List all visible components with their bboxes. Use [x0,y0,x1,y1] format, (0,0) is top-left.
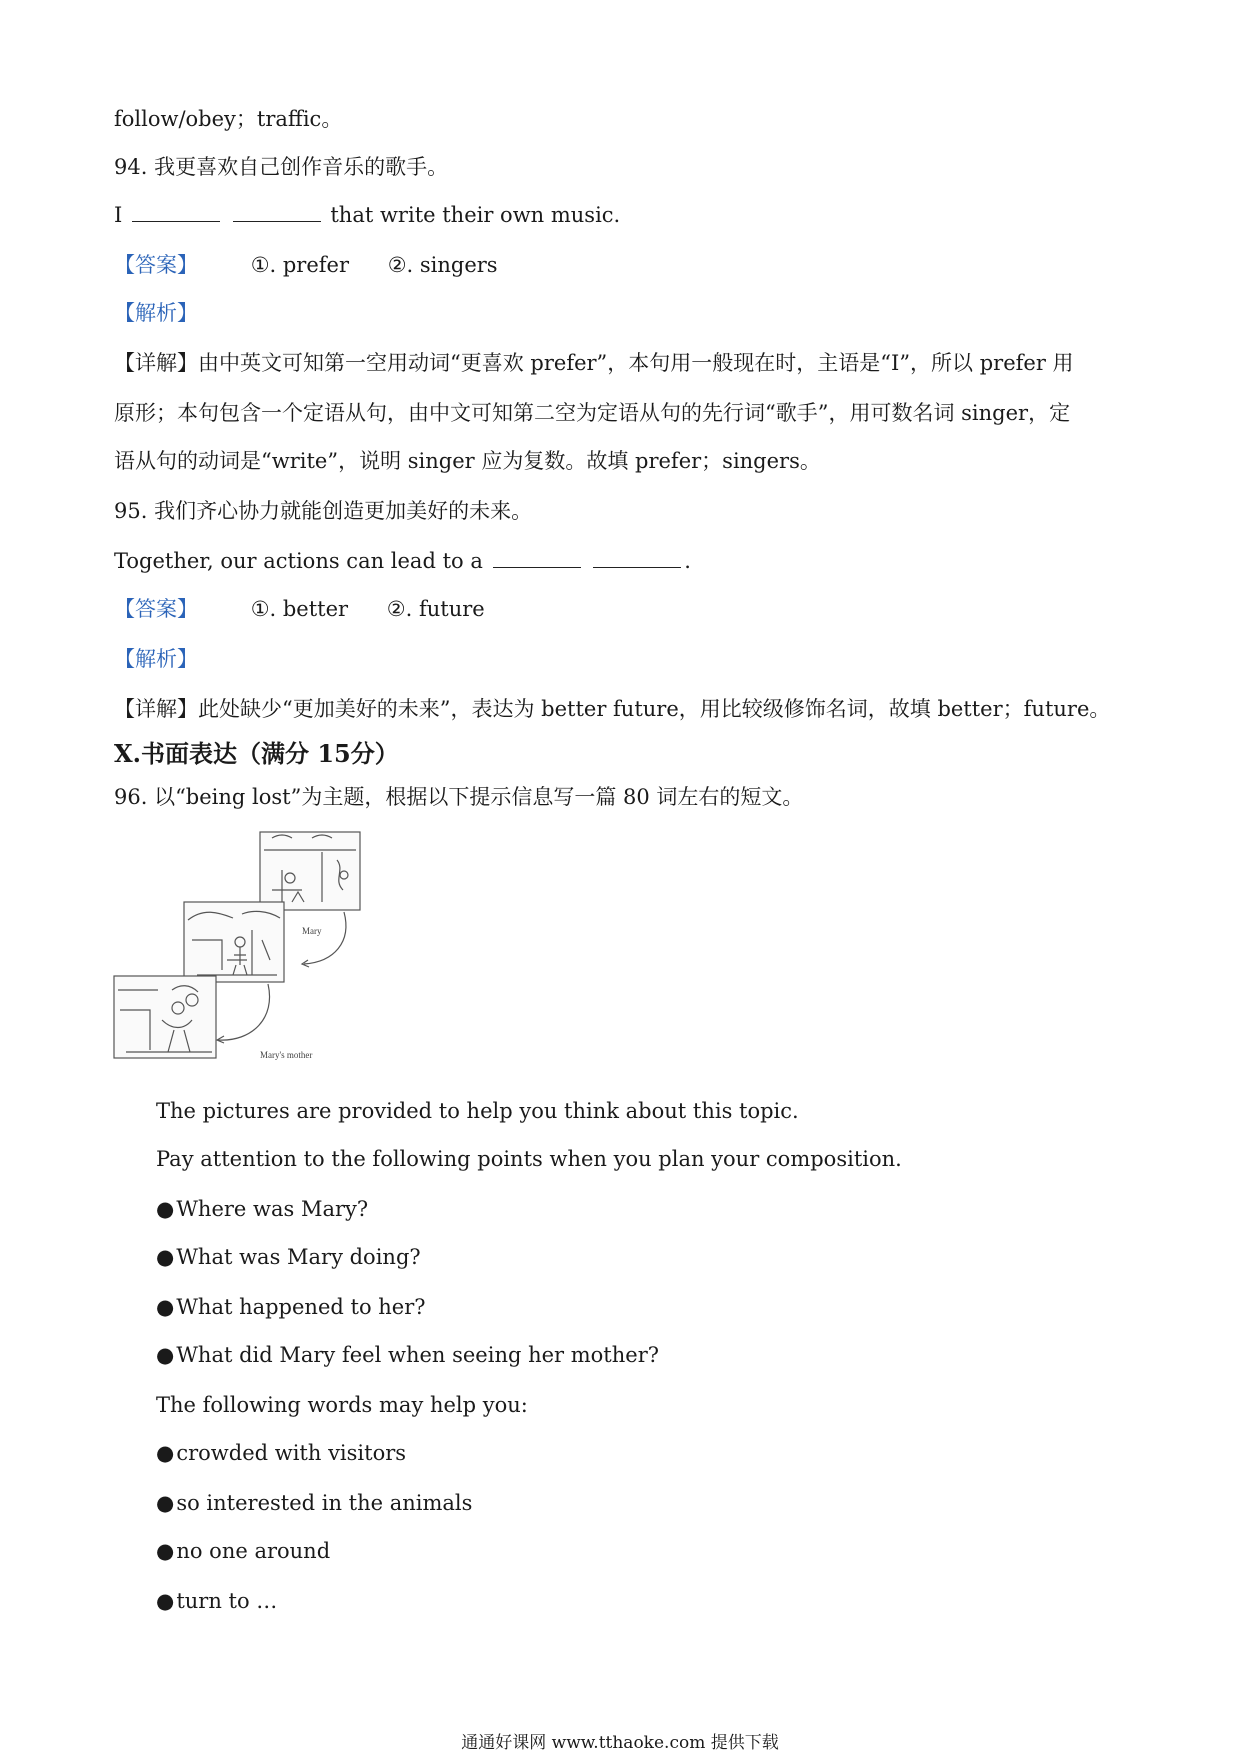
sentence-start: Together, our actions can lead to a [114,549,483,573]
story-pictures [112,830,372,1062]
question-94-sentence [114,200,620,230]
answer-tag: 【答案】 [114,253,198,277]
blank-1 [493,549,581,568]
point-text: What was Mary doing? [176,1245,421,1269]
word-item [156,1438,406,1468]
sentence-end: . [684,549,691,573]
bullet-icon: ● [156,1197,175,1221]
word-item [156,1586,277,1616]
question-94-detail [114,348,1074,378]
pic-label-mother: Mary's mother [260,1050,313,1060]
question-94-answer [114,250,498,280]
bullet-icon: ● [156,1491,175,1515]
blank-2 [593,549,681,568]
point-text: Where was Mary? [176,1197,369,1221]
sentence-start: I [114,203,123,227]
intro-text: The pictures are provided to help you think about this topic. [156,1099,799,1123]
word-text: crowded with visitors [176,1441,407,1465]
bullet-icon: ● [156,1343,175,1367]
bullet-icon: ● [156,1589,175,1613]
sentence-end: that write their own music. [330,203,621,227]
intro-text: Pay attention to the following points when you plan your composition. [156,1147,902,1171]
bullet-icon: ● [156,1245,175,1269]
words-intro: The following words may help you: [156,1393,528,1417]
bullet-icon: ● [156,1539,175,1563]
bullet-icon: ● [156,1295,175,1319]
word-text: so interested in the animals [176,1491,473,1515]
question-95-sentence [114,546,691,576]
section-title: X.书面表达（满分 15分） [114,739,399,768]
point-text: What happened to her? [176,1295,426,1319]
detail-text: 此处缺少“更加美好的未来”，表达为 better future，用比较级修饰名词，故填 better；future。 [198,697,1111,721]
detail-text: 由中英文可知第一空用动词“更喜欢 prefer”，本句用一般现在时，主语是“I”，所以 prefer 用 [198,351,1074,375]
detail-tag: 【详解】 [114,697,198,721]
picture-panel-1 [114,976,216,1058]
detail-tag: 【详解】 [114,351,198,375]
point-item [156,1242,421,1272]
answer-2: ②. singers [387,253,498,277]
answer-tag: 【答案】 [114,597,198,621]
answer-2: ②. future [386,597,485,621]
point-item [156,1340,659,1370]
question-96-prompt: 96. 以“being lost”为主题，根据以下提示信息写一篇 80 词左右的短文。 [114,785,804,809]
word-item [156,1536,330,1566]
word-item [156,1488,472,1518]
question-95-detail [114,694,1110,724]
detail-text: 语从句的动词是“write”，说明 singer 应为复数。故填 prefer；singers。 [114,449,821,473]
point-text: What did Mary feel when seeing her mother? [176,1343,659,1367]
answer-1: ①. prefer [250,253,350,277]
detail-text: 原形；本句包含一个定语从句，由中文可知第二空为定语从句的先行词“歌手”，用可数名词 singer，定 [114,401,1071,425]
bullet-icon: ● [156,1441,175,1465]
page-footer: 通通好课网 www.tthaoke.com 提供下载 [461,1733,779,1753]
pic-label-mary: Mary [302,926,322,936]
blank-1 [132,203,220,222]
word-text: turn to … [176,1589,278,1613]
text-line: follow/obey；traffic。 [114,107,343,131]
answer-1: ①. better [250,597,349,621]
point-item [156,1292,426,1322]
question-95-answer [114,594,485,624]
blank-2 [233,203,321,222]
analysis-tag: 【解析】 [114,301,198,325]
question-95-prompt: 95. 我们齐心协力就能创造更加美好的未来。 [114,499,533,523]
point-item [156,1194,368,1224]
analysis-tag: 【解析】 [114,647,198,671]
word-text: no one around [176,1539,331,1563]
question-94-prompt: 94. 我更喜欢自己创作音乐的歌手。 [114,155,449,179]
